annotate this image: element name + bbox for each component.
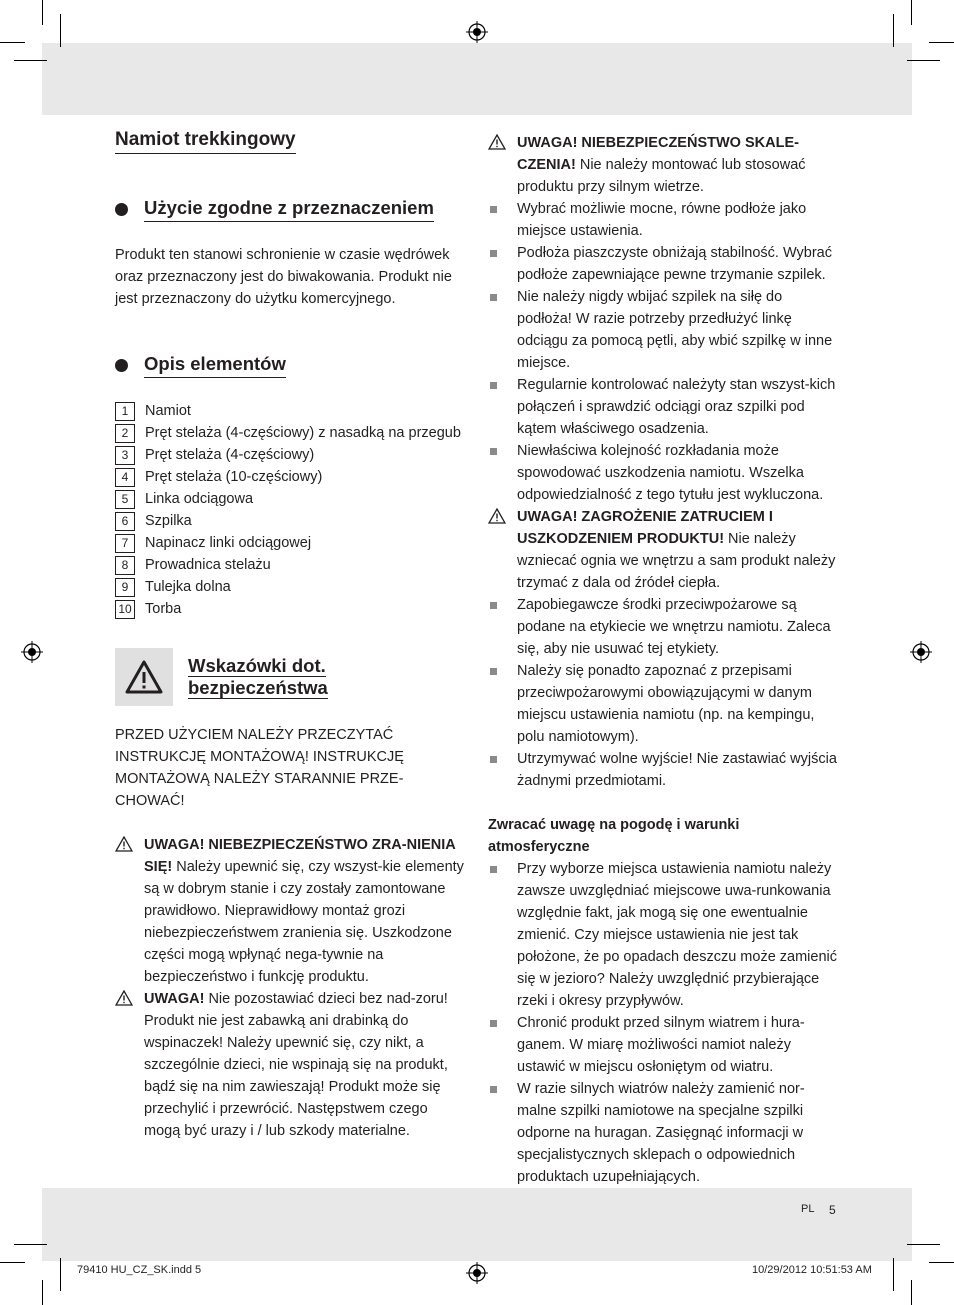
warning-text: Nie pozostawiać dzieci bez nad-zoru! Produkt nie jest zabawką ani drabinką do wspinaczek! Należy upewnić się, czy nikt, a szczególnie dzieci, nie wspinają się na produkt, bądź się na nim zawieszają! Produkt może się przechylić i przewrócić. Następstwem czego mogą być urazy i / lub szkody materialne.	[144, 991, 448, 1139]
warning-label: UWAGA! NIEBEZPIECZEŃSTWO ZRA-NIENIA SIĘ!	[144, 837, 456, 875]
part-number: 1	[115, 402, 135, 421]
warning-cut	[488, 132, 840, 198]
language-code: PL	[801, 1203, 815, 1215]
part-label: Napinacz linki odciągowej	[145, 535, 312, 551]
footer-band	[42, 1188, 912, 1261]
list-item: Utrzymywać wolne wyjście! Nie zastawiać wyjścia żadnymi przedmiotami.	[488, 748, 840, 792]
safety-heading-line1: Wskazówki dot.	[188, 655, 326, 676]
file-slug: 79410 HU_CZ_SK.indd 5	[77, 1264, 202, 1276]
part-number: 8	[115, 556, 135, 575]
section-heading	[115, 352, 467, 378]
part-number: 9	[115, 578, 135, 597]
list-item: Wybrać możliwie mocne, równe podłoże jako miejsce ustawienia.	[488, 198, 840, 242]
list-item	[115, 400, 467, 422]
warning-triangle-icon	[488, 508, 506, 524]
list-item	[115, 598, 467, 620]
parts-heading: Opis elementów	[144, 352, 286, 378]
right-column	[488, 132, 840, 1188]
weather-heading: Zwracać uwagę na pogodę i warunki atmosferyczne	[488, 817, 740, 855]
list-item	[115, 532, 467, 554]
left-column	[115, 118, 467, 1142]
list-item	[115, 576, 467, 598]
warning-triangle-icon	[115, 836, 133, 852]
part-label: Namiot	[145, 403, 191, 419]
part-label: Tulejka dolna	[145, 579, 231, 595]
list-item: Nie należy nigdy wbijać szpilek na siłę do podłoża! W razie potrzeby przedłużyć linkę odciągu za pomocą pętli, aby wbić szpilkę w inne miejsce.	[488, 286, 840, 374]
part-label: Szpilka	[145, 513, 192, 529]
safety-heading-line2: bezpieczeństwa	[188, 677, 328, 698]
warning-label: UWAGA! NIEBEZPIECZEŃSTWO SKALE-CZENIA!	[517, 135, 799, 173]
safety-heading-block	[115, 648, 467, 706]
list-item: Niewłaściwa kolejność rozkładania może spowodować uszkodzenia namiotu. Wszelka odpowiedzialność z tego tytułu jest wykluczona.	[488, 440, 840, 506]
list-item	[115, 554, 467, 576]
list-item	[115, 444, 467, 466]
page-title: Namiot trekkingowy	[115, 128, 296, 154]
part-number: 7	[115, 534, 135, 553]
warning-label: UWAGA!	[144, 991, 205, 1007]
list-item: Zapobiegawcze środki przeciwpożarowe są podane na etykiecie we wnętrzu namiotu. Zaleca się, aby nie usuwać tej etykiety.	[488, 594, 840, 660]
intended-use-text: Produkt ten stanowi schronienie w czasie wędrówek oraz przeznaczony jest do biwakowania. Produkt nie jest przeznaczony do użytku komercyjnego.	[115, 247, 452, 307]
warning-poisoning	[488, 506, 840, 594]
warning-children	[115, 988, 467, 1142]
list-item	[115, 466, 467, 488]
part-label: Pręt stelaża (4-częściowy) z nasadką na przegub	[145, 425, 461, 441]
warning-triangle-icon	[488, 134, 506, 150]
registration-mark-icon	[466, 21, 488, 43]
list-item: Podłoża piaszczyste obniżają stabilność. Wybrać podłoże zapewniające pewne trzymanie szpilek.	[488, 242, 840, 286]
part-number: 10	[115, 600, 135, 619]
part-label: Linka odciągowa	[145, 491, 254, 507]
intended-use-heading: Użycie zgodne z przeznaczeniem	[144, 196, 434, 222]
list-item	[115, 422, 467, 444]
file-timestamp: 10/29/2012 10:51:53 AM	[752, 1264, 872, 1276]
warning-text: Nie należy wzniecać ognia we wnętrzu a sam produkt należy trzymać z dala od źródeł ciepła.	[517, 531, 836, 591]
part-label: Pręt stelaża (10-częściowy)	[145, 469, 323, 485]
part-number: 2	[115, 424, 135, 443]
part-number: 5	[115, 490, 135, 509]
warning-label: UWAGA! ZAGROŻENIE ZATRUCIEM I USZKODZENIEM PRODUKTU!	[517, 509, 773, 547]
bullet-dot-icon	[115, 203, 128, 216]
list-item	[115, 510, 467, 532]
list-item: Regularnie kontrolować należyty stan wszyst-kich połączeń i sprawdzić odciągi oraz szpilki pod kątem właściwego osadzenia.	[488, 374, 840, 440]
header-band	[42, 43, 912, 115]
bullet-dot-icon	[115, 359, 128, 372]
part-label: Prowadnica stelażu	[145, 557, 271, 573]
list-item: Chronić produkt przed silnym wiatrem i hura-ganem. W miarę możliwości namiot należy ustawić w miejscu osłoniętym od wiatru.	[488, 1012, 840, 1078]
registration-mark-icon	[21, 641, 43, 663]
list-item: W razie silnych wiatrów należy zamienić nor-malne szpilki namiotowe na specjalne szpilki odporne na huragan. Zasięgnąć informacji w specjalistycznych sklepach o odpowiednich produktach uzupełniających.	[488, 1078, 840, 1188]
warning-text: Nie należy montować lub stosować produktu przy silnym wietrze.	[517, 157, 806, 195]
part-number: 4	[115, 468, 135, 487]
warning-text: Należy upewnić się, czy wszyst-kie elementy są w dobrym stanie i czy zostały zamontowane prawidłowo. Nieprawidłowy montaż grozi niebezpieczeństwem zranienia się. Uszkodzone części mogą wpłynąć nega-tywnie na bezpieczeństwo i funkcję produktu.	[144, 859, 464, 985]
registration-mark-icon	[466, 1262, 488, 1284]
part-number: 3	[115, 446, 135, 465]
warning-triangle-icon	[124, 659, 164, 695]
list-item: Należy się ponadto zapoznać z przepisami przeciwpożarowymi obowiązującymi w danym miejscu ustawienia namiotu (np. na kempingu, polu namiotowym).	[488, 660, 840, 748]
part-number: 6	[115, 512, 135, 531]
warning-box	[115, 648, 173, 706]
list-item: Przy wyborze miejsca ustawienia namiotu należy zawsze uwzględniać miejscowe uwa-runkowania względnie fakt, jak mogą się one ewentualnie zmienić. Czy miejsce ustawienia nie jest tak położone, że po opadach deszczu może zamienić się w jezioro? Należy uwzględnić przybierające rzeki i okresy przypływów.	[488, 858, 840, 1012]
registration-mark-icon	[910, 641, 932, 663]
safety-heading	[188, 655, 328, 699]
list-item	[115, 488, 467, 510]
section-heading	[115, 196, 467, 222]
part-label: Pręt stelaża (4-częściowy)	[145, 447, 315, 463]
page-number: 5	[829, 1203, 836, 1217]
parts-list	[115, 400, 467, 620]
warning-injury	[115, 834, 467, 988]
safety-caps-notice: PRZED UŻYCIEM NALEŻY PRZECZYTAĆ INSTRUKCJĘ MONTAŻOWĄ! INSTRUKCJĘ MONTAŻOWĄ NALEŻY STARANNIE PRZE-CHOWAĆ!	[115, 727, 404, 809]
part-label: Torba	[145, 601, 182, 617]
warning-triangle-icon	[115, 990, 133, 1006]
